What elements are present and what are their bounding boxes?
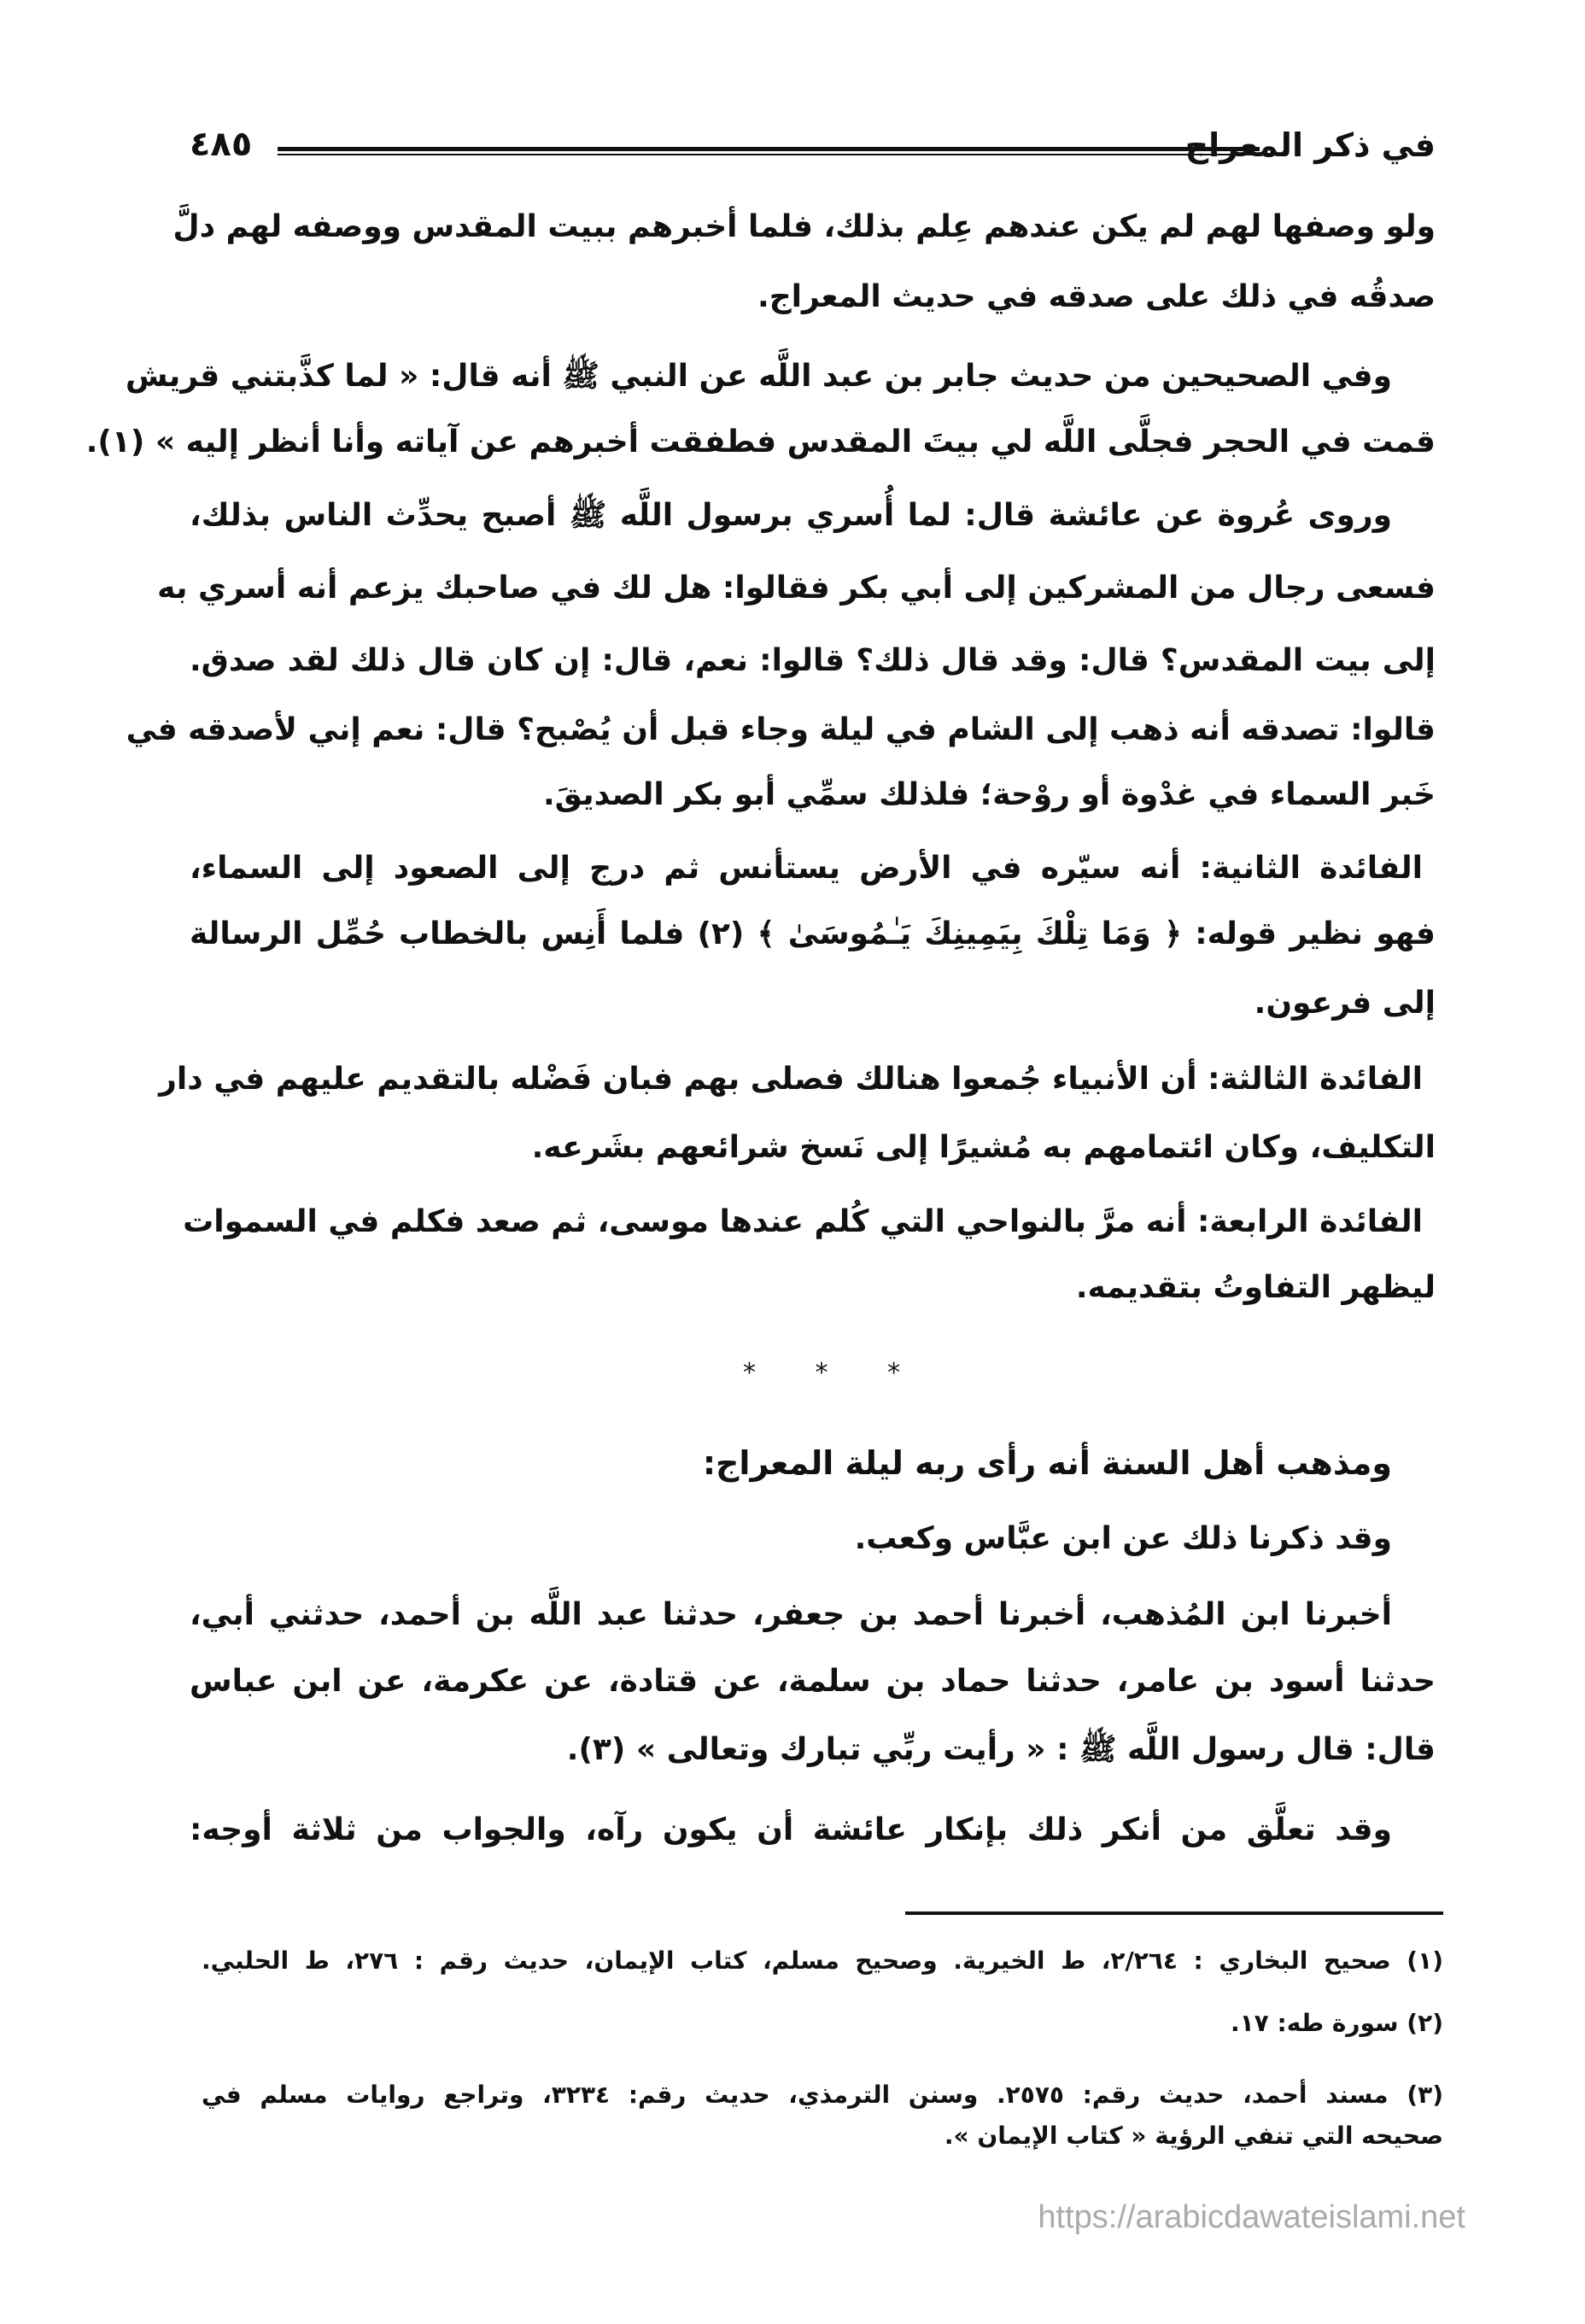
header-rule [278, 147, 1260, 155]
line-text: وقد ذكرنا ذلك عن ابن عبَّاس وكعب. [854, 1521, 1392, 1556]
line-text: قال: قال رسول اللَّه ﷺ : « رأيت ربِّي تبارك وتعالى » (٣). [566, 1732, 1436, 1767]
text-line [190, 769, 1436, 822]
text-line [183, 1196, 1423, 1249]
line-text: إلى بيت المقدس؟ قال: وقد قال ذلك؟ قالوا: نعم، قال: إن كان قال ذلك لقد صدق. [190, 643, 1436, 678]
line-text: وقد تعلَّق من أنكر ذلك بإنكار عائشة أن يكون رآه، [565, 1812, 1392, 1847]
footnote-line: (٣) مسند أحمد، حديث رقم: ٢٥٧٥. وسنن الترمذي، حديث رقم: ٣٢٣٤، وتراجع روايات مسلم في [202, 2081, 1444, 2109]
text-line [190, 842, 1423, 895]
text-line [190, 1655, 1436, 1708]
footnote-rule [905, 1911, 1443, 1915]
line-text: خَبر السماء في غدْوة أو روْحة؛ فلذلك سمِّي أبو بكر الصديقَ. [542, 777, 1436, 812]
text-line [190, 908, 1436, 961]
line-text: أنه سيّره في الأرض يستأنس ثم درج إلى الصعود إلى السماء، [190, 851, 1200, 886]
footnote-line: صحيحه التي تنفي الرؤية « كتاب الإيمان ». [944, 2122, 1443, 2150]
text-line [125, 350, 1392, 403]
line-text: قالوا: تصدقه أنه ذهب إلى الشام في ليلة وجاء قبل أن يُصْبح؟ قال: نعم إني لأصدقه في [126, 712, 1436, 747]
line-text: إلى فرعون. [1254, 986, 1436, 1021]
text-line [190, 635, 1436, 688]
line-text: قمت في الحجر فجلَّى اللَّه لي بيتَ المقدس فطفقت أخبرهم عن آياته وأنا أنظر إليه » (١). [85, 424, 1436, 460]
bold-lead: ومذهب أهل السنة أنه رأى ربه ليلة المعراج: [702, 1444, 1392, 1482]
bold-lead: الفائدة الثالثة: [1208, 1062, 1423, 1097]
footnote-line: (١) صحيح البخاري : ٢/٢٦٤، ط الخيرية. وصحيح مسلم، كتاب الإيمان، حديث رقم : ٢٧٦، ط الحلبي. [202, 1946, 1443, 1975]
text-line [190, 1262, 1436, 1314]
line-text: ولو وصفها لهم لم يكن عندهم عِلم بذلك، فلما أخبرهم ببيت المقدس ووصفه لهم دلَّ [173, 209, 1436, 244]
line-text: أخبرنا ابن المُذهب، أخبرنا أحمد بن جعفر، حدثنا عبد اللَّه بن أحمد، حدثني أبي، [190, 1597, 1392, 1632]
line-text: أنه مرَّ بالنواحي التي كُلم عندها موسى، ثم صعد فكلم في السموات [183, 1204, 1197, 1239]
line-text: أن الأنبياء جُمعوا هنالك فصلى بهم فبان فَضْله بالتقديم عليهم في دار [159, 1062, 1208, 1097]
text-line [126, 704, 1436, 757]
bold-lead: الفائدة الرابعة: [1196, 1204, 1423, 1239]
line-text: صدقُه في ذلك على صدقه في حديث المعراج. [757, 279, 1436, 314]
line-text: وفي الصحيحين من حديث جابر بن عبد اللَّه عن النبي ﷺ أنه قال: « لما كذَّبتني قريش [125, 359, 1392, 394]
text-line [190, 489, 1392, 542]
watermark-url: https://arabicdawateislami.net [1038, 2199, 1465, 2235]
bold-tail: والجواب من ثلاثة أوجه: [190, 1812, 566, 1847]
text-line [190, 1121, 1436, 1174]
text-line [157, 562, 1436, 615]
section-separator: * * * [743, 1358, 927, 1388]
text-line [190, 1804, 1392, 1857]
line-text: فسعى رجال من المشركين إلى أبي بكر فقالوا: هل لك في صاحبك يزعم أنه أسري به [157, 571, 1436, 606]
line-text: التكليف، وكان ائتمامهم به مُشيرًا إلى نَسخ شرائعهم بشَرعه. [531, 1130, 1436, 1165]
text-line [190, 977, 1436, 1030]
text-line [190, 1513, 1392, 1566]
line-text: وروى عُروة عن عائشة قال: لما أُسري برسول اللَّه ﷺ أصبح يحدِّث الناس بذلك، [190, 498, 1392, 533]
text-line [190, 271, 1436, 324]
chapter-title: في ذكر المعراج [1184, 126, 1436, 164]
page-number: ٤٨٥ [190, 125, 253, 164]
text-line [190, 1724, 1436, 1777]
line-text: فهو نظير قوله: ﴿ وَمَا تِلْكَ بِيَمِينِكَ يَـٰمُوسَىٰ ﴾ (٢) فلما أَنِس بالخطاب حُمِّل الرسالة [190, 916, 1436, 951]
footnote-line: (٢) سورة طه: ١٧. [1230, 2009, 1443, 2037]
line-text: ليظهر التفاوتُ بتقديمه. [1075, 1270, 1436, 1305]
text-line [85, 416, 1436, 469]
text-line [159, 1053, 1423, 1106]
text-line [173, 201, 1436, 254]
section-heading [190, 1437, 1392, 1490]
bold-lead: الفائدة الثانية: [1199, 851, 1423, 886]
line-text: حدثنا أسود بن عامر، حدثنا حماد بن سلمة، عن قتادة، عن عكرمة، عن ابن عباس [190, 1664, 1436, 1699]
text-line [190, 1589, 1392, 1642]
